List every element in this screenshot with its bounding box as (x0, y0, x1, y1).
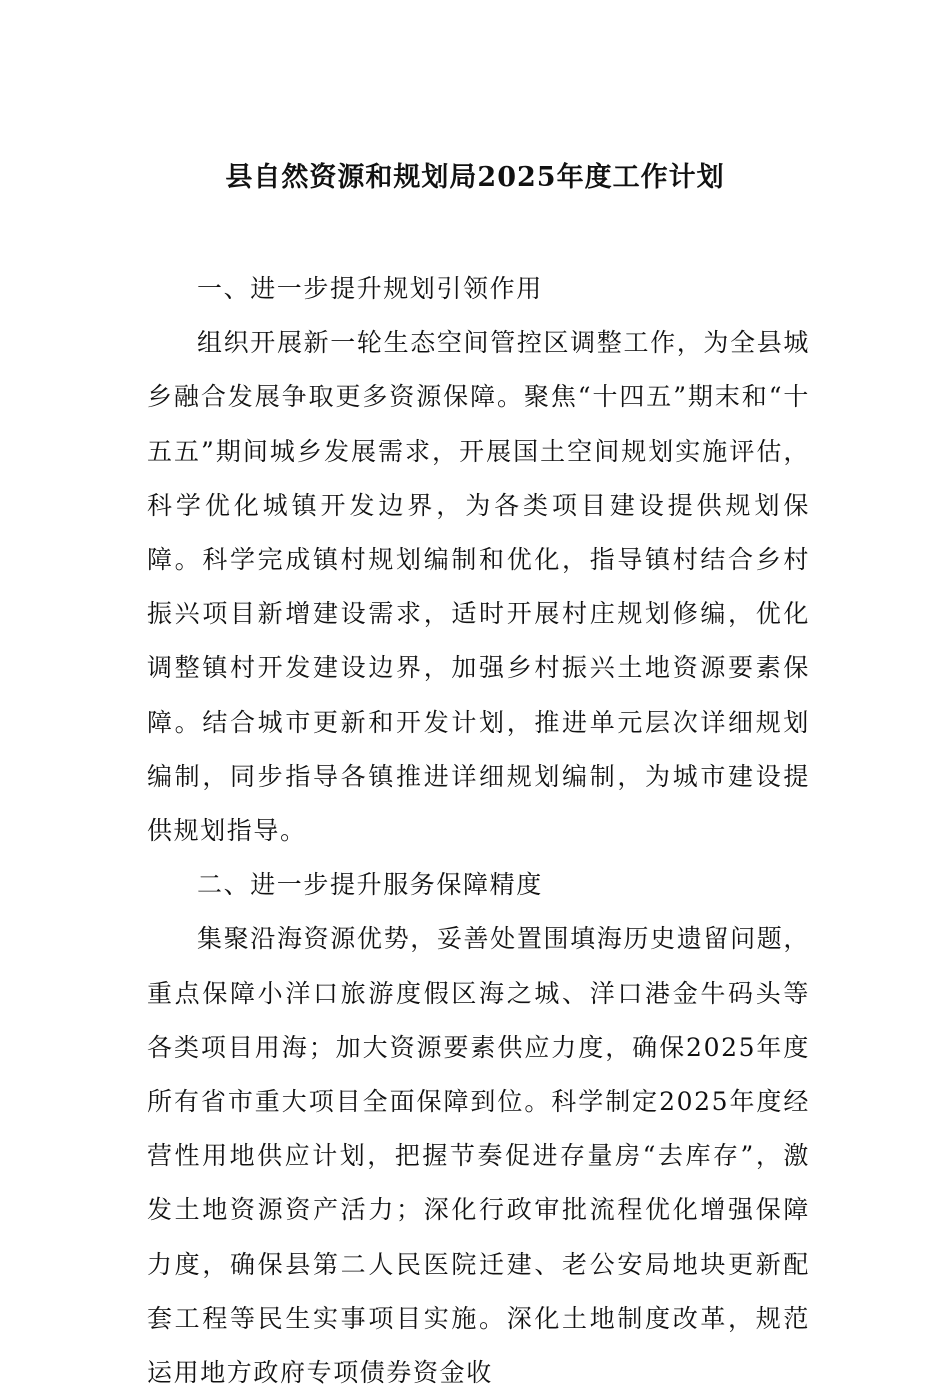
section-paragraph-1: 组织开展新一轮生态空间管控区调整工作，为全县城乡融合发展争取更多资源保障。聚焦“十四五”期末和“十五五”期间城乡发展需求，开展国土空间规划实施评估，科学优化城镇开发边界，为各类项目建设提供规划保障。科学完成镇村规划编制和优化，指导镇村结合乡村振兴项目新增建设需求，适时开展村庄规划修编，优化调整镇村开发建设边界，加强乡村振兴土地资源要素保障。结合城市更新和开发计划，推进单元层次详细规划编制，同步指导各镇推进详细规划编制，为城市建设提供规划指导。 (147, 328, 810, 846)
section-paragraph-2: 集聚沿海资源优势，妥善处置围填海历史遗留问题，重点保障小洋口旅游度假区海之城、洋口港金牛码头等各类项目用海；加大资源要素供应力度，确保2025年度所有省市重大项目全面保障到位。科学制定2025年度经营性用地供应计划，把握节奏促进存量房“去库存”，激发土地资源资产活力；深化行政审批流程优化增强保障力度，确保县第二人民医院迁建、老公安局地块更新配套工程等民生实事项目实施。深化土地制度改革，规范运用地方政府专项债券资金收 (147, 924, 810, 1388)
section-heading-2: 二、进一步提升服务保障精度 (197, 870, 543, 900)
document-body (147, 262, 810, 1400)
section-heading-1: 一、进一步提升规划引领作用 (197, 274, 543, 303)
document-title: 县自然资源和规划局2025年度工作计划 (225, 162, 725, 193)
